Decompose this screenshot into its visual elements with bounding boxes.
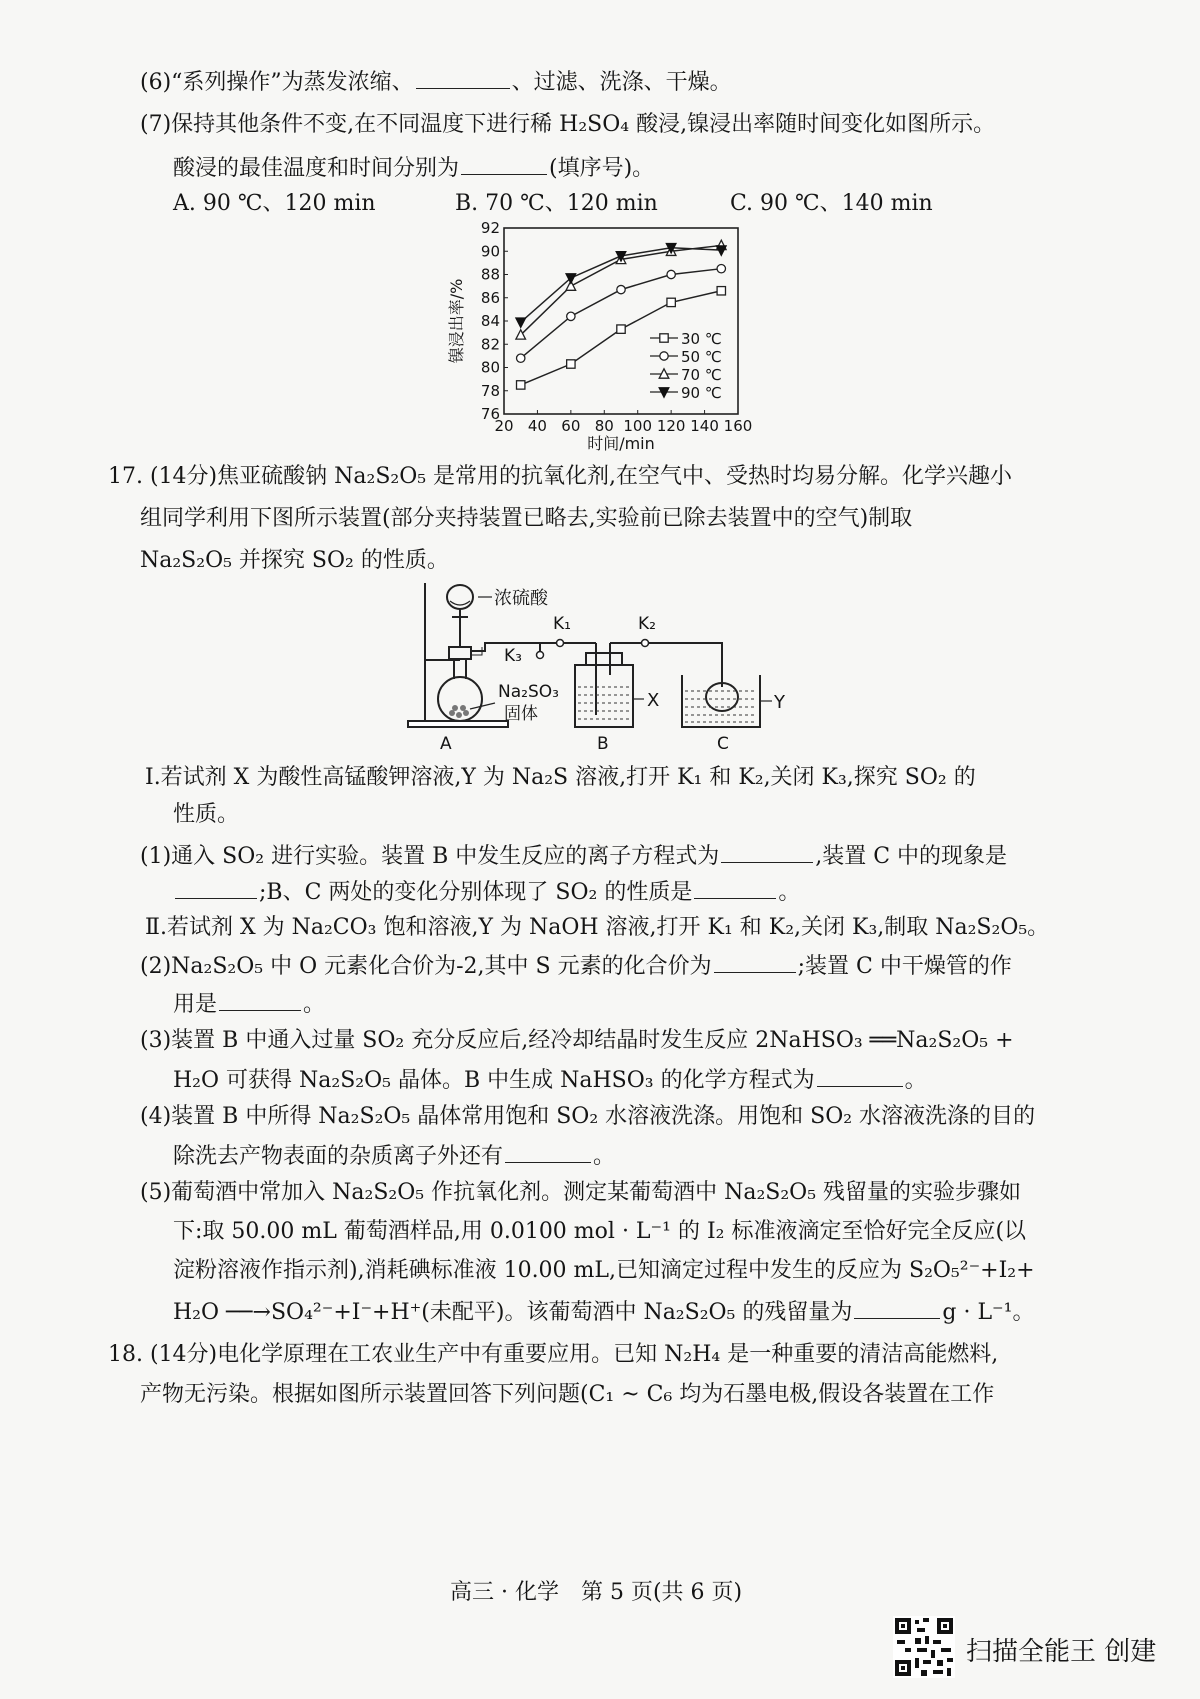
q16-part7-line1: (7)保持其他条件不变,在不同温度下进行稀 H₂SO₄ 酸浸,镍浸出率随时间变化如图所示。 <box>140 112 996 137</box>
qr-code-icon <box>893 1616 955 1678</box>
answer-blank[interactable] <box>219 988 301 1011</box>
q17-part4-line1: (4)装置 B 中所得 Na₂S₂O₅ 晶体常用饱和 SO₂ 水溶液洗涤。用饱和 SO₂ 水溶液洗涤的目的 <box>140 1104 1036 1129</box>
page-footer: 高三 · 化学 第 5 页(共 6 页) <box>450 1580 743 1605</box>
y-tick-label: 92 <box>480 219 500 237</box>
data-point <box>516 318 526 327</box>
x-axis-label: 时间/min <box>587 434 655 453</box>
q17-part5-line1: (5)葡萄酒中常加入 Na₂S₂O₅ 作抗氧化剂。测定某葡萄酒中 Na₂S₂O₅ 残留量的实验步骤如 <box>140 1180 1022 1205</box>
answer-blank[interactable] <box>175 876 257 899</box>
legend-label: 70 ℃ <box>681 366 722 384</box>
q17-header-line3: Na₂S₂O₅ 并探究 SO₂ 的性质。 <box>140 548 449 573</box>
option-b: B. 70 ℃、120 min <box>455 191 658 216</box>
x-tick-label: 60 <box>561 417 581 435</box>
data-point <box>517 354 525 362</box>
q18-line1: 18. (14分)电化学原理在工农业生产中有重要应用。已知 N₂H₄ 是一种重要的清洁高能燃料, <box>108 1342 999 1367</box>
answer-blank[interactable] <box>694 876 776 899</box>
data-point <box>567 360 575 368</box>
q17-part2-line1: (2)Na₂S₂O₅ 中 O 元素化合价为-2,其中 S 元素的化合价为 ;装置 C 中干燥管的作 <box>140 950 1012 982</box>
q17-section2: Ⅱ.若试剂 X 为 Na₂CO₃ 饱和溶液,Y 为 NaOH 溶液,打开 K₁ 和 K₂,关闭 K₃,制取 Na₂S₂O₅。 <box>145 915 1050 940</box>
q17-part5-line2: 下:取 50.00 mL 葡萄酒样品,用 0.0100 mol · L⁻¹ 的 I₂ 标准液滴定至恰好完全反应(以 <box>173 1219 1027 1244</box>
y-tick-label: 84 <box>480 312 500 330</box>
q17-section1-line1: Ⅰ.若试剂 X 为酸性高锰酸钾溶液,Y 为 Na₂S 溶液,打开 K₁ 和 K₂,关闭 K₃,探究 SO₂ 的 <box>145 765 976 790</box>
y-tick-label: 86 <box>480 288 500 307</box>
q17-part2-line2: 用是 。 <box>173 988 325 1020</box>
x-tick-label: 20 <box>494 417 514 435</box>
label-solid: 固体 <box>504 704 538 724</box>
q17-part1-line2: ;B、C 两处的变化分别体现了 SO₂ 的性质是 。 <box>173 876 800 908</box>
x-tick-label: 160 <box>723 417 753 435</box>
label-na2so3: Na₂SO₃ <box>498 682 559 702</box>
option-c: C. 90 ℃、140 min <box>730 191 933 216</box>
legend-marker <box>660 352 668 360</box>
label-k2: K₂ <box>638 614 656 634</box>
q17-header-line1: 17. (14分)焦亚硫酸钠 Na₂S₂O₅ 是常用的抗氧化剂,在空气中、受热时均易分解。化学兴趣小 <box>108 464 1013 489</box>
legend-label: 50 ℃ <box>681 348 722 366</box>
answer-blank[interactable] <box>416 66 510 89</box>
x-tick-label: 80 <box>594 417 614 435</box>
legend-marker <box>660 334 668 342</box>
label-k3: K₃ <box>504 646 522 666</box>
q17-part3-line2: H₂O 可获得 Na₂S₂O₅ 晶体。B 中生成 NaHSO₃ 的化学方程式为 。 <box>173 1064 927 1096</box>
answer-blank[interactable] <box>461 152 547 175</box>
label-c: C <box>717 734 729 754</box>
y-tick-label: 90 <box>480 242 500 261</box>
y-tick-label: 82 <box>480 335 500 354</box>
q16-part6: (6)“系列操作”为蒸发浓缩、 、过滤、洗涤、干燥。 <box>140 66 732 98</box>
label-y: Y <box>774 692 785 713</box>
q17-part5-line3: 淀粉溶液作指示剂),消耗碘标准液 10.00 mL,已知滴定过程中发生的反应为 S₂O₅²⁻+I₂+ <box>173 1258 1035 1283</box>
option-a: A. 90 ℃、120 min <box>173 191 376 216</box>
data-point <box>667 270 675 278</box>
q17-section1-line2: 性质。 <box>173 802 240 827</box>
q17-part1-line1: (1)通入 SO₂ 进行实验。装置 B 中发生反应的离子方程式为 ,装置 C 中的现象是 <box>140 840 1007 872</box>
answer-blank[interactable] <box>714 950 796 973</box>
y-tick-label: 80 <box>480 358 500 377</box>
label-k1: K₁ <box>553 614 571 634</box>
label-x: X <box>647 690 660 711</box>
data-point <box>567 312 575 320</box>
answer-blank[interactable] <box>721 840 813 863</box>
answer-blank[interactable] <box>505 1140 591 1163</box>
x-tick-label: 140 <box>690 417 719 435</box>
y-axis-label: 镍浸出率/% <box>447 278 466 364</box>
scanner-watermark: 扫描全能王 创建 <box>966 1637 1157 1667</box>
label-a: A <box>440 734 452 754</box>
data-point <box>617 325 625 333</box>
x-tick-label: 120 <box>656 417 686 435</box>
legend-label: 30 ℃ <box>681 330 722 348</box>
label-b: B <box>597 734 609 754</box>
data-point <box>617 285 625 293</box>
y-tick-label: 88 <box>480 265 500 284</box>
apparatus-diagram <box>400 575 785 755</box>
data-point <box>717 287 725 295</box>
q17-part5-line4: H₂O ──→SO₄²⁻+I⁻+H⁺(未配平)。该葡萄酒中 Na₂S₂O₅ 的残留量为 g · L⁻¹。 <box>173 1296 1034 1328</box>
x-tick-label: 40 <box>527 417 547 435</box>
answer-blank[interactable] <box>854 1296 940 1319</box>
nickel-leaching-chart <box>440 218 780 452</box>
y-tick-label: 78 <box>480 381 500 400</box>
q17-part4-line2: 除洗去产物表面的杂质离子外还有 。 <box>173 1140 615 1172</box>
data-point <box>517 381 525 389</box>
answer-blank[interactable] <box>817 1064 903 1087</box>
y-tick-label: 76 <box>480 405 500 423</box>
q16-part7-line2: 酸浸的最佳温度和时间分别为 (填序号)。 <box>173 152 654 184</box>
q17-part3-line1: (3)装置 B 中通入过量 SO₂ 充分反应后,经冷却结晶时发生反应 2NaHSO₃ ══Na₂S₂O₅ + <box>140 1028 1014 1053</box>
data-point <box>717 264 725 272</box>
legend-label: 90 ℃ <box>681 384 722 402</box>
x-tick-label: 100 <box>623 417 653 435</box>
data-point <box>667 298 675 306</box>
q18-line2: 产物无污染。根据如图所示装置回答下列问题(C₁ ~ C₆ 均为石墨电极,假设各装置在工作 <box>140 1382 995 1407</box>
q17-header-line2: 组同学利用下图所示装置(部分夹持装置已略去,实验前已除去装置中的空气)制取 <box>140 506 913 531</box>
label-conc-sulfuric-acid: 浓硫酸 <box>494 588 548 609</box>
